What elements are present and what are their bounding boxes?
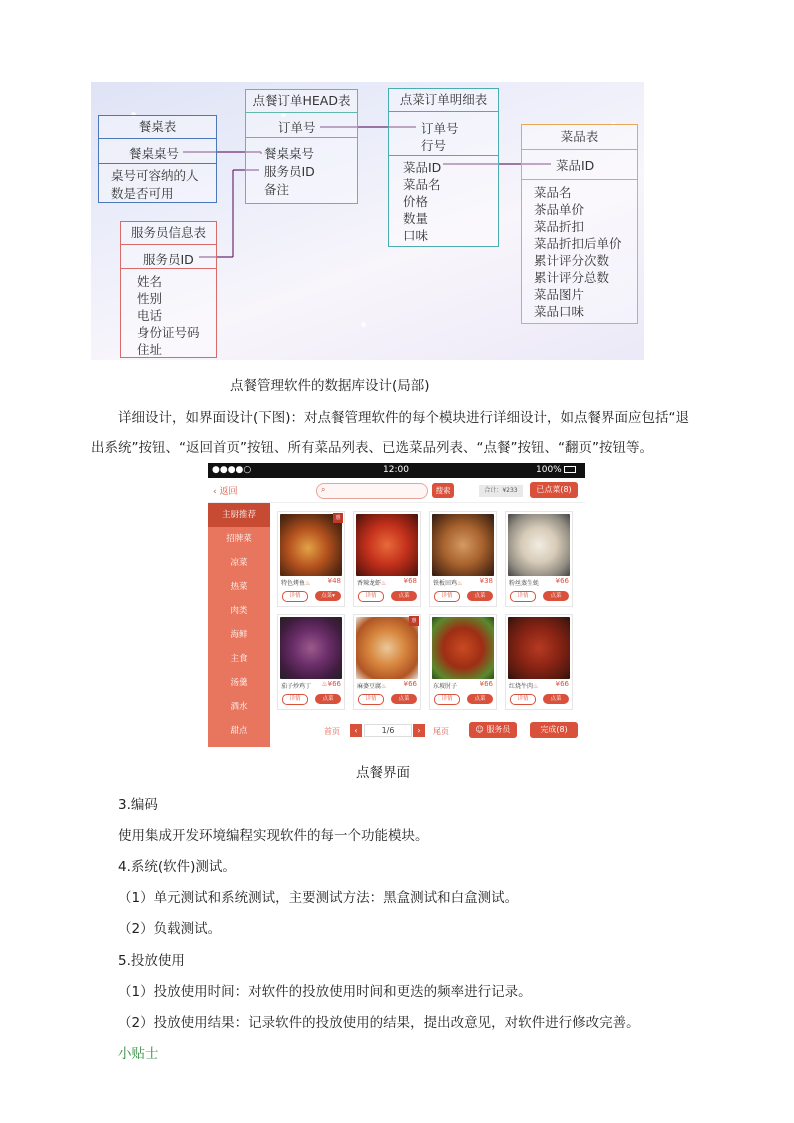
order-button[interactable]: 点菜 (543, 591, 569, 601)
dish-name: 茄子炒鸡丁 (281, 683, 312, 690)
divider (99, 163, 216, 164)
order-button[interactable]: 点菜 (315, 694, 341, 704)
back-button[interactable] (213, 484, 238, 497)
category-item[interactable]: 甜点 (230, 726, 248, 736)
chevron-left-icon: ‹ (213, 487, 217, 497)
entity-key: 行号 (421, 138, 447, 153)
dish-name: 铁板田鸡♨ (433, 580, 463, 587)
category-item[interactable]: 热菜 (230, 582, 248, 592)
dish-card[interactable] (429, 614, 497, 710)
details-button[interactable]: 详情 (358, 694, 384, 705)
entity-field: 性别 (137, 291, 163, 306)
list-item: （1）投放使用时间：对软件的投放使用时间和更迭的频率进行记录。 (118, 984, 532, 1000)
entity-title: 点餐订单HEAD表 (246, 90, 357, 113)
dish-price: ¥66 (479, 680, 493, 688)
entity-field: 菜品名 (534, 185, 572, 200)
dish-card[interactable] (277, 614, 345, 710)
hot-icon: ♨ (381, 580, 387, 587)
entity-field: 菜品图片 (534, 287, 585, 302)
entity-field: 姓名 (137, 274, 163, 289)
search-icon: ⌕ (321, 485, 326, 494)
first-page-link[interactable]: 首页 (324, 727, 340, 736)
order-button[interactable]: 点菜 (543, 694, 569, 704)
top-bar (208, 478, 585, 503)
hot-icon: ♨ (305, 580, 311, 587)
dish-photo (432, 617, 494, 679)
entity-key: 服务员ID (143, 252, 194, 267)
battery-level: 100% (536, 465, 562, 475)
dish-card[interactable] (505, 614, 573, 710)
category-item[interactable]: 主食 (230, 654, 248, 664)
dish-photo (508, 514, 570, 576)
hot-icon: ♨ (533, 683, 539, 690)
chevron-down-icon: ▾ (332, 593, 335, 599)
order-button[interactable]: 点菜▾ (315, 591, 341, 601)
search-input[interactable] (316, 483, 428, 499)
clock: 12:00 (383, 465, 409, 475)
entity-field: 菜品名 (403, 177, 441, 192)
list-item: （2）投放使用结果：记录软件的投放使用的结果，提出改意见，对软件进行修改完善。 (118, 1015, 640, 1031)
entity-key: 订单号 (421, 121, 459, 136)
dining-table-entity (98, 115, 217, 203)
hot-icon: ♨ (457, 580, 463, 587)
page-indicator: 1/6 (364, 724, 412, 737)
category-item[interactable]: 主厨推荐 (208, 503, 270, 527)
prev-page-button[interactable] (350, 724, 362, 737)
dish-photo (356, 514, 418, 576)
entity-field: 累计评分总数 (534, 270, 610, 285)
dish-photo (432, 514, 494, 576)
dish-photo (508, 617, 570, 679)
entity-field: 住址 (137, 342, 163, 357)
order-button[interactable]: 点菜 (467, 694, 493, 704)
section-heading: 4.系统(软件)测试。 (118, 859, 236, 875)
entity-field: 服务员ID (264, 164, 315, 179)
entity-field: 价格 (403, 194, 429, 209)
entity-field: 菜品口味 (534, 304, 585, 319)
list-item: （1）单元测试和系统测试，主要测试方法：黑盒测试和白盒测试。 (118, 890, 519, 906)
entity-title: 菜品表 (522, 125, 637, 150)
list-item: （2）负载测试。 (118, 921, 222, 937)
last-page-link[interactable]: 尾页 (433, 727, 449, 736)
dish-photo (280, 617, 342, 679)
entity-key: 菜品ID (556, 158, 595, 173)
dish-price: ¥68 (403, 577, 417, 585)
entity-key: 订单号 (278, 120, 316, 135)
category-item[interactable]: 肉类 (230, 606, 248, 616)
search-button[interactable]: 搜索 (432, 483, 454, 498)
divider (246, 137, 357, 138)
dish-entity (521, 124, 638, 324)
figure-caption: 点餐界面 (356, 765, 410, 781)
dish-card[interactable] (353, 511, 421, 607)
details-button[interactable]: 详情 (510, 591, 536, 602)
order-button[interactable]: 点菜 (391, 591, 417, 601)
done-button[interactable]: 完成(8) (530, 722, 578, 738)
order-detail-entity (388, 88, 499, 247)
dish-price: ¥66 (555, 577, 569, 585)
details-button[interactable]: 详情 (434, 694, 460, 705)
hot-icon: ♨ (321, 680, 328, 688)
next-page-button[interactable] (413, 724, 425, 737)
category-item[interactable]: 招牌菜 (226, 534, 252, 544)
entity-field: 茶品单价 (534, 202, 585, 217)
dish-card[interactable] (505, 511, 573, 607)
dish-name: 特色烤鱼♨ (281, 580, 311, 587)
category-item[interactable]: 凉菜 (230, 558, 248, 568)
dish-name: 东坡肘子 (433, 683, 458, 690)
dish-card[interactable] (353, 614, 421, 710)
order-head-entity (245, 89, 358, 204)
details-button[interactable]: 详情 (358, 591, 384, 602)
paragraph-line: 详细设计，如界面设计(下图)：对点餐管理软件的每个模块进行详细设计，如点餐界面应包括“退 (118, 410, 690, 426)
dish-name: 麻婆豆腐♨ (357, 683, 387, 690)
divider (522, 179, 637, 180)
paragraph-line: 出系统”按钮、“返回首页”按钮、所有菜品列表、已选菜品列表、“点餐”按钮、“翻页”按钮等。 (91, 440, 653, 456)
back-label: 返回 (219, 487, 238, 497)
category-item[interactable]: 酒水 (230, 702, 248, 712)
entity-title: 点菜订单明细表 (389, 89, 498, 112)
tip-heading: 小贴士 (118, 1046, 159, 1062)
category-item[interactable]: 汤羹 (230, 678, 248, 688)
section-heading: 3.编码 (118, 797, 158, 813)
database-er-diagram (91, 82, 644, 360)
entity-field: 数是否可用 (111, 186, 174, 201)
dish-photo (280, 514, 342, 576)
entity-field: 备注 (264, 182, 290, 197)
entity-key: 餐桌桌号 (129, 146, 180, 161)
chevron-left-icon: ‹ (354, 726, 358, 735)
paragraph-line: 使用集成开发环境编程实现软件的每一个功能模块。 (118, 828, 429, 844)
discount-badge: 惠 (333, 513, 343, 523)
details-button[interactable]: 详情 (510, 694, 536, 705)
dish-price: ¥66 (555, 680, 569, 688)
ordered-dishes-button[interactable]: 已点菜(8) (530, 482, 578, 498)
divider (389, 155, 498, 156)
divider (121, 268, 216, 269)
dish-name: 香辣龙虾♨ (357, 580, 387, 587)
entity-field: 菜品折扣后单价 (534, 236, 622, 251)
dish-photo (356, 617, 418, 679)
entity-title: 服务员信息表 (121, 222, 216, 245)
details-button[interactable]: 详情 (282, 591, 308, 602)
total-amount: 合计：¥233 (479, 485, 523, 497)
discount-badge: 惠 (409, 616, 419, 626)
status-bar (208, 463, 585, 478)
entity-field: 菜品ID (403, 160, 442, 175)
details-button[interactable]: 详情 (434, 591, 460, 602)
section-heading: 5.投放使用 (118, 953, 185, 969)
dish-price: ¥48 (327, 577, 341, 585)
category-sidebar (208, 503, 270, 747)
waiter-entity (120, 221, 217, 358)
dish-price: ¥38 (479, 577, 493, 585)
dish-price: ¥66 (403, 680, 417, 688)
order-button[interactable]: 点菜 (467, 591, 493, 601)
dish-card[interactable] (277, 511, 345, 607)
entity-field: 菜品折扣 (534, 219, 585, 234)
entity-title: 餐桌表 (99, 116, 216, 139)
entity-field: 餐桌桌号 (264, 146, 315, 161)
dish-name: 红烧牛肉♨ (509, 683, 539, 690)
entity-field: 桌号可容纳的人 (111, 168, 199, 183)
waiter-icon: ☺ (475, 725, 484, 734)
entity-field: 数量 (403, 211, 429, 226)
chevron-right-icon: › (417, 726, 421, 735)
entity-field: 电话 (137, 308, 163, 323)
entity-field: 口味 (403, 228, 429, 243)
battery-icon (564, 466, 576, 473)
entity-field: 累计评分次数 (534, 253, 610, 268)
order-button[interactable]: 点菜 (391, 694, 417, 704)
category-item[interactable]: 海鲜 (230, 630, 248, 640)
ordering-screen-mockup (208, 463, 585, 747)
call-waiter-button[interactable]: ☺ 服务员 (469, 722, 517, 738)
dish-name: 粉丝蒸生蚝 (509, 580, 540, 587)
signal-indicator: ●●●●○ (212, 465, 252, 475)
dish-price: ♨¥66 (321, 680, 341, 688)
figure-caption: 点餐管理软件的数据库设计(局部) (230, 378, 430, 394)
hot-icon: ♨ (381, 683, 387, 690)
dish-card[interactable] (429, 511, 497, 607)
details-button[interactable]: 详情 (282, 694, 308, 705)
entity-field: 身份证号码 (137, 325, 200, 340)
